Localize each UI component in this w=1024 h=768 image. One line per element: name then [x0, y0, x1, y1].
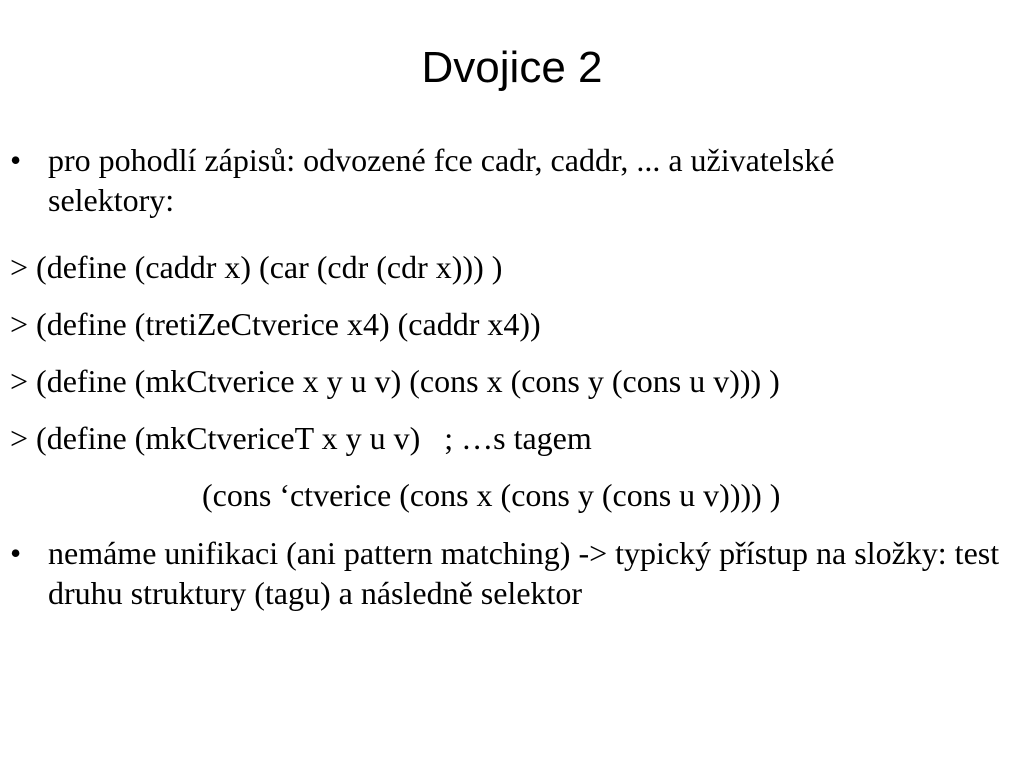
bullet-icon: •: [10, 142, 22, 178]
bullet-icon: •: [10, 535, 22, 571]
code-line-3: > (define (mkCtverice x y u v) (cons x (cons y (cons u v))) ): [10, 363, 780, 399]
code-line-1: > (define (caddr x) (car (cdr (cdr x))) ): [10, 249, 503, 285]
bullet-text-2: nemáme unifikaci (ani pattern matching) -> typický přístup na složky: test druhu struktury (tagu) a následně selektor: [48, 535, 1000, 611]
slide-title: Dvojice 2: [421, 43, 603, 92]
code-line-5: (cons ‘ctverice (cons x (cons y (cons u v)))) ): [202, 477, 781, 513]
bullet-text-1: pro pohodlí zápisů: odvozené fce cadr, caddr, ... a uživatelské selektory:: [48, 142, 835, 218]
code-line-2: > (define (tretiZeCtverice x4) (caddr x4)): [10, 306, 541, 342]
code-line-4: > (define (mkCtvericeT x y u v) ; …s tagem: [10, 420, 592, 456]
bullet-item-1: [10, 140, 1010, 220]
bullet-item-2: [10, 533, 1010, 613]
